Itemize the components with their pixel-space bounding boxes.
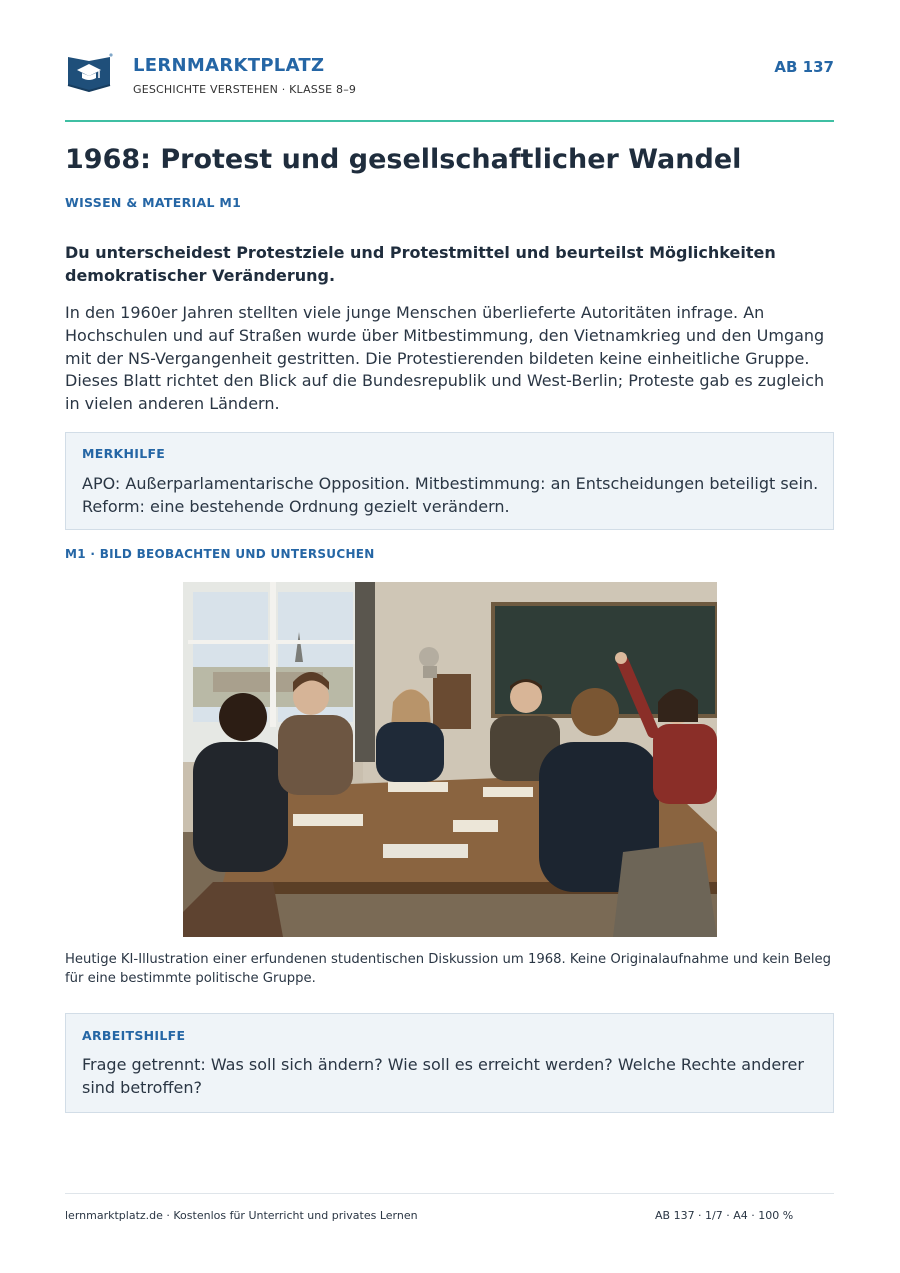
merkhilfe-box (65, 432, 834, 530)
page-title: 1968: Protest und gesellschaftlicher Wandel (65, 144, 742, 175)
header-divider (65, 120, 834, 122)
sheet-id: AB 137 (774, 58, 834, 76)
footer-source: lernmarktplatz.de · Kostenlos für Unterricht und privates Lernen (65, 1209, 418, 1222)
intro-text: In den 1960er Jahren stellten viele junge Menschen überlieferte Autoritäten infrage. An Hochschulen und auf Straßen wurde über Mitbestimmung, den Vietnamkrieg und den Umgang mit der NS-Vergangenheit gestritten. Die Protestierenden bildeten keine einheitliche Gruppe. Dieses Blatt richtet den Blick auf die Bundesrepublik und West-Berlin; Proteste gab es zugleich in vielen anderen Ländern. (65, 303, 825, 414)
footer-divider (65, 1193, 834, 1194)
arbeitshilfe-label: ARBEITSHILFE (82, 1028, 186, 1043)
discussion-illustration (183, 582, 717, 937)
arbeitshilfe-box (65, 1013, 834, 1113)
merkhilfe-text: APO: Außerparlamentarische Opposition. Mitbestimmung: an Entscheidungen beteiligt sein. Reform: eine bestehende Ordnung gezielt verändern. (82, 474, 819, 516)
footer-page-info: AB 137 · 1/7 · A4 · 100 % (655, 1209, 794, 1222)
image-caption: Heutige KI-Illustration einer erfundenen studentischen Diskussion um 1968. Keine Originalaufnahme und kein Beleg für eine bestimmte politische Gruppe. (65, 952, 832, 986)
merkhilfe-label: MERKHILFE (82, 446, 166, 461)
arbeitshilfe-text: Frage getrennt: Was soll sich ändern? Wie soll es erreicht werden? Welche Rechte anderer sind betroffen? (82, 1055, 804, 1097)
graduation-cap-book-icon (65, 52, 113, 92)
learning-goal: Du unterscheidest Protestziele und Protestmittel und beurteilst Möglichkeiten demokratischer Veränderung. (65, 243, 776, 285)
brand-name: LERNMARKTPLATZ (133, 55, 325, 76)
brand-subtitle: GESCHICHTE VERSTEHEN · KLASSE 8–9 (133, 83, 357, 96)
material-label: M1 · BILD BEOBACHTEN UND UNTERSUCHEN (65, 547, 375, 561)
page-header (65, 52, 834, 102)
section-label: WISSEN & MATERIAL M1 (65, 195, 242, 210)
